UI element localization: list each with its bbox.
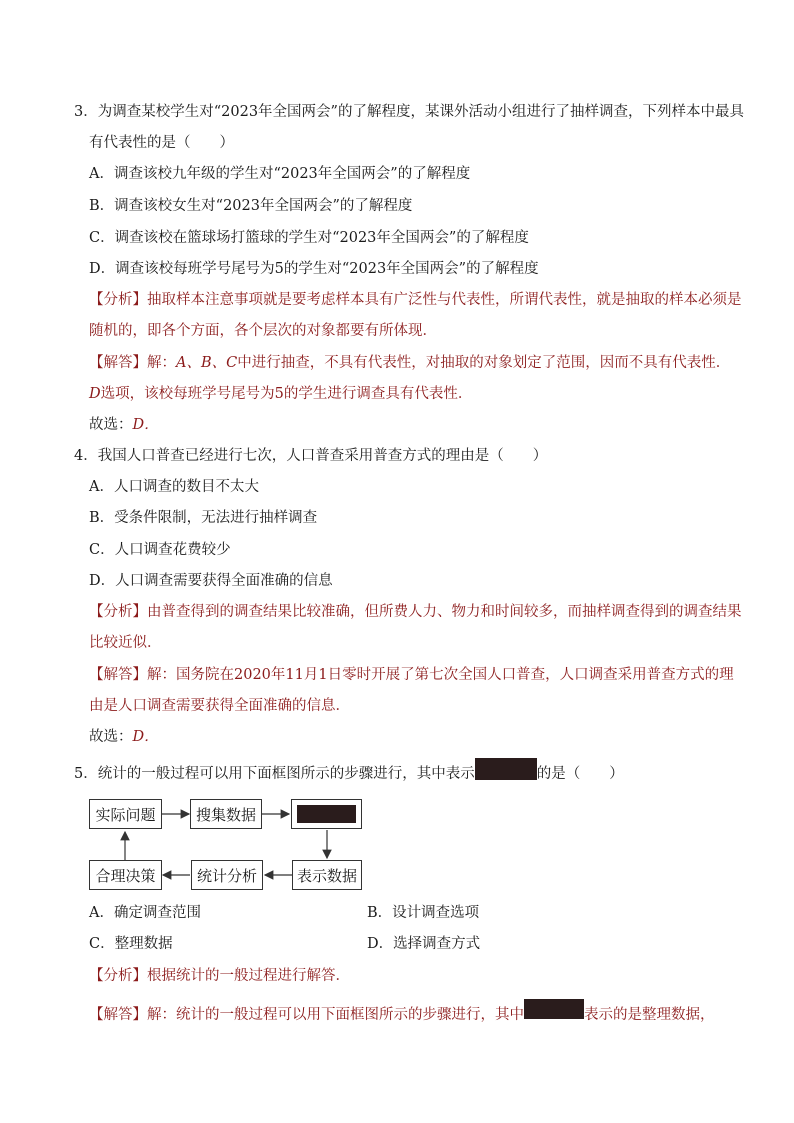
analysis-tag: 【分析】 (89, 292, 147, 308)
answer-after: 表示的是整理数据， (584, 1007, 715, 1023)
q4-option-c: C．人口调查花费较少 (89, 542, 231, 558)
q3-analysis-line2: 随机的，即各个方面，各个层次的对象都要有所体现． (89, 323, 437, 339)
q3-option-d: D．调查该校每班学号尾号为5的学生对“2023年全国两会”的了解程度 (89, 261, 539, 277)
q3-stem-line1: 3．为调查某校学生对“2023年全国两会”的了解程度，某课外活动小组进行了抽样调查，下列样本中最具 (74, 104, 744, 120)
redacted-image (524, 999, 584, 1019)
q5-option-c: C．整理数据 (89, 936, 173, 952)
q5-answer (89, 1005, 715, 1025)
q5-option-b: B．设计调查选项 (367, 905, 480, 921)
answer-before: 解：统计的一般过程可以用下面框图所示的步骤进行，其中 (147, 1007, 524, 1023)
q3-option-a: A．调查该校九年级的学生对“2023年全国两会”的了解程度 (89, 166, 471, 182)
q4-analysis-line2: 比较近似． (89, 635, 162, 651)
flow-box-represent-data: 表示数据 (292, 860, 362, 890)
q4-option-d: D．人口调查需要获得全面准确的信息 (89, 573, 333, 589)
choice-prefix: 故选： (89, 729, 133, 745)
analysis-tag: 【分析】 (89, 968, 147, 984)
q3-stem-line2: 有代表性的是（ ） (89, 135, 234, 151)
choice-letter: D． (132, 729, 159, 745)
q4-answer-line2: 由是人口调查需要获得全面准确的信息． (89, 698, 350, 714)
flow-box-actual-problem: 实际问题 (89, 799, 162, 829)
stem-after: 的是（ ） (536, 766, 624, 782)
answer-tag: 【解答】 (89, 1007, 147, 1023)
flow-box-collect-data: 搜集数据 (190, 799, 262, 829)
analysis-text: 根据统计的一般过程进行解答． (147, 968, 350, 984)
stem-before: 5．统计的一般过程可以用下面框图所示的步骤进行，其中表示 (74, 766, 475, 782)
q4-stem: 4．我国人口普查已经进行七次，人口普查采用普查方式的理由是（ ） (74, 448, 548, 464)
q5-option-a: A．确定调查范围 (89, 905, 201, 921)
analysis-text: 由普查得到的调查结果比较准确，但所费人力、物力和时间较多，而抽样调查得到的调查结果 (147, 604, 742, 620)
analysis-tag: 【分析】 (89, 604, 147, 620)
choice-letter: D． (132, 417, 159, 433)
flow-box-reasonable-decision: 合理决策 (89, 860, 162, 890)
answer-tag: 【解答】 (89, 355, 147, 371)
q5-analysis (89, 966, 350, 986)
flow-box-statistical-analysis: 统计分析 (191, 860, 263, 890)
choice-prefix: 故选： (89, 417, 133, 433)
q4-option-a: A．人口调查的数目不太大 (89, 479, 259, 495)
q3-option-c: C．调查该校在篮球场打篮球的学生对“2023年全国两会”的了解程度 (89, 230, 529, 246)
answer-text: 中进行抽查，不具有代表性，对抽取的对象划定了范围，因而不具有代表性． (237, 355, 731, 371)
answer-prefix: 解： (147, 355, 176, 371)
answer-vars: A、B、C (176, 355, 238, 371)
answer-text: 解：国务院在2020年11月1日零时开展了第七次全国人口普查，人口调查采用普查方式的理 (147, 667, 734, 683)
flow-box-redacted (291, 799, 362, 829)
q3-option-b: B．调查该校女生对“2023年全国两会”的了解程度 (89, 198, 413, 214)
analysis-text: 抽取样本注意事项就是要考虑样本具有广泛性与代表性，所谓代表性，就是抽取的样本必须是 (147, 292, 742, 308)
redacted-image (297, 805, 356, 823)
q5-option-d: D．选择调查方式 (367, 936, 481, 952)
answer-var: D (89, 386, 101, 402)
answer-tag: 【解答】 (89, 667, 147, 683)
answer-text: 选项，该校每班学号尾号为5的学生进行调查具有代表性． (100, 386, 473, 402)
q4-option-b: B．受条件限制，无法进行抽样调查 (89, 510, 318, 526)
